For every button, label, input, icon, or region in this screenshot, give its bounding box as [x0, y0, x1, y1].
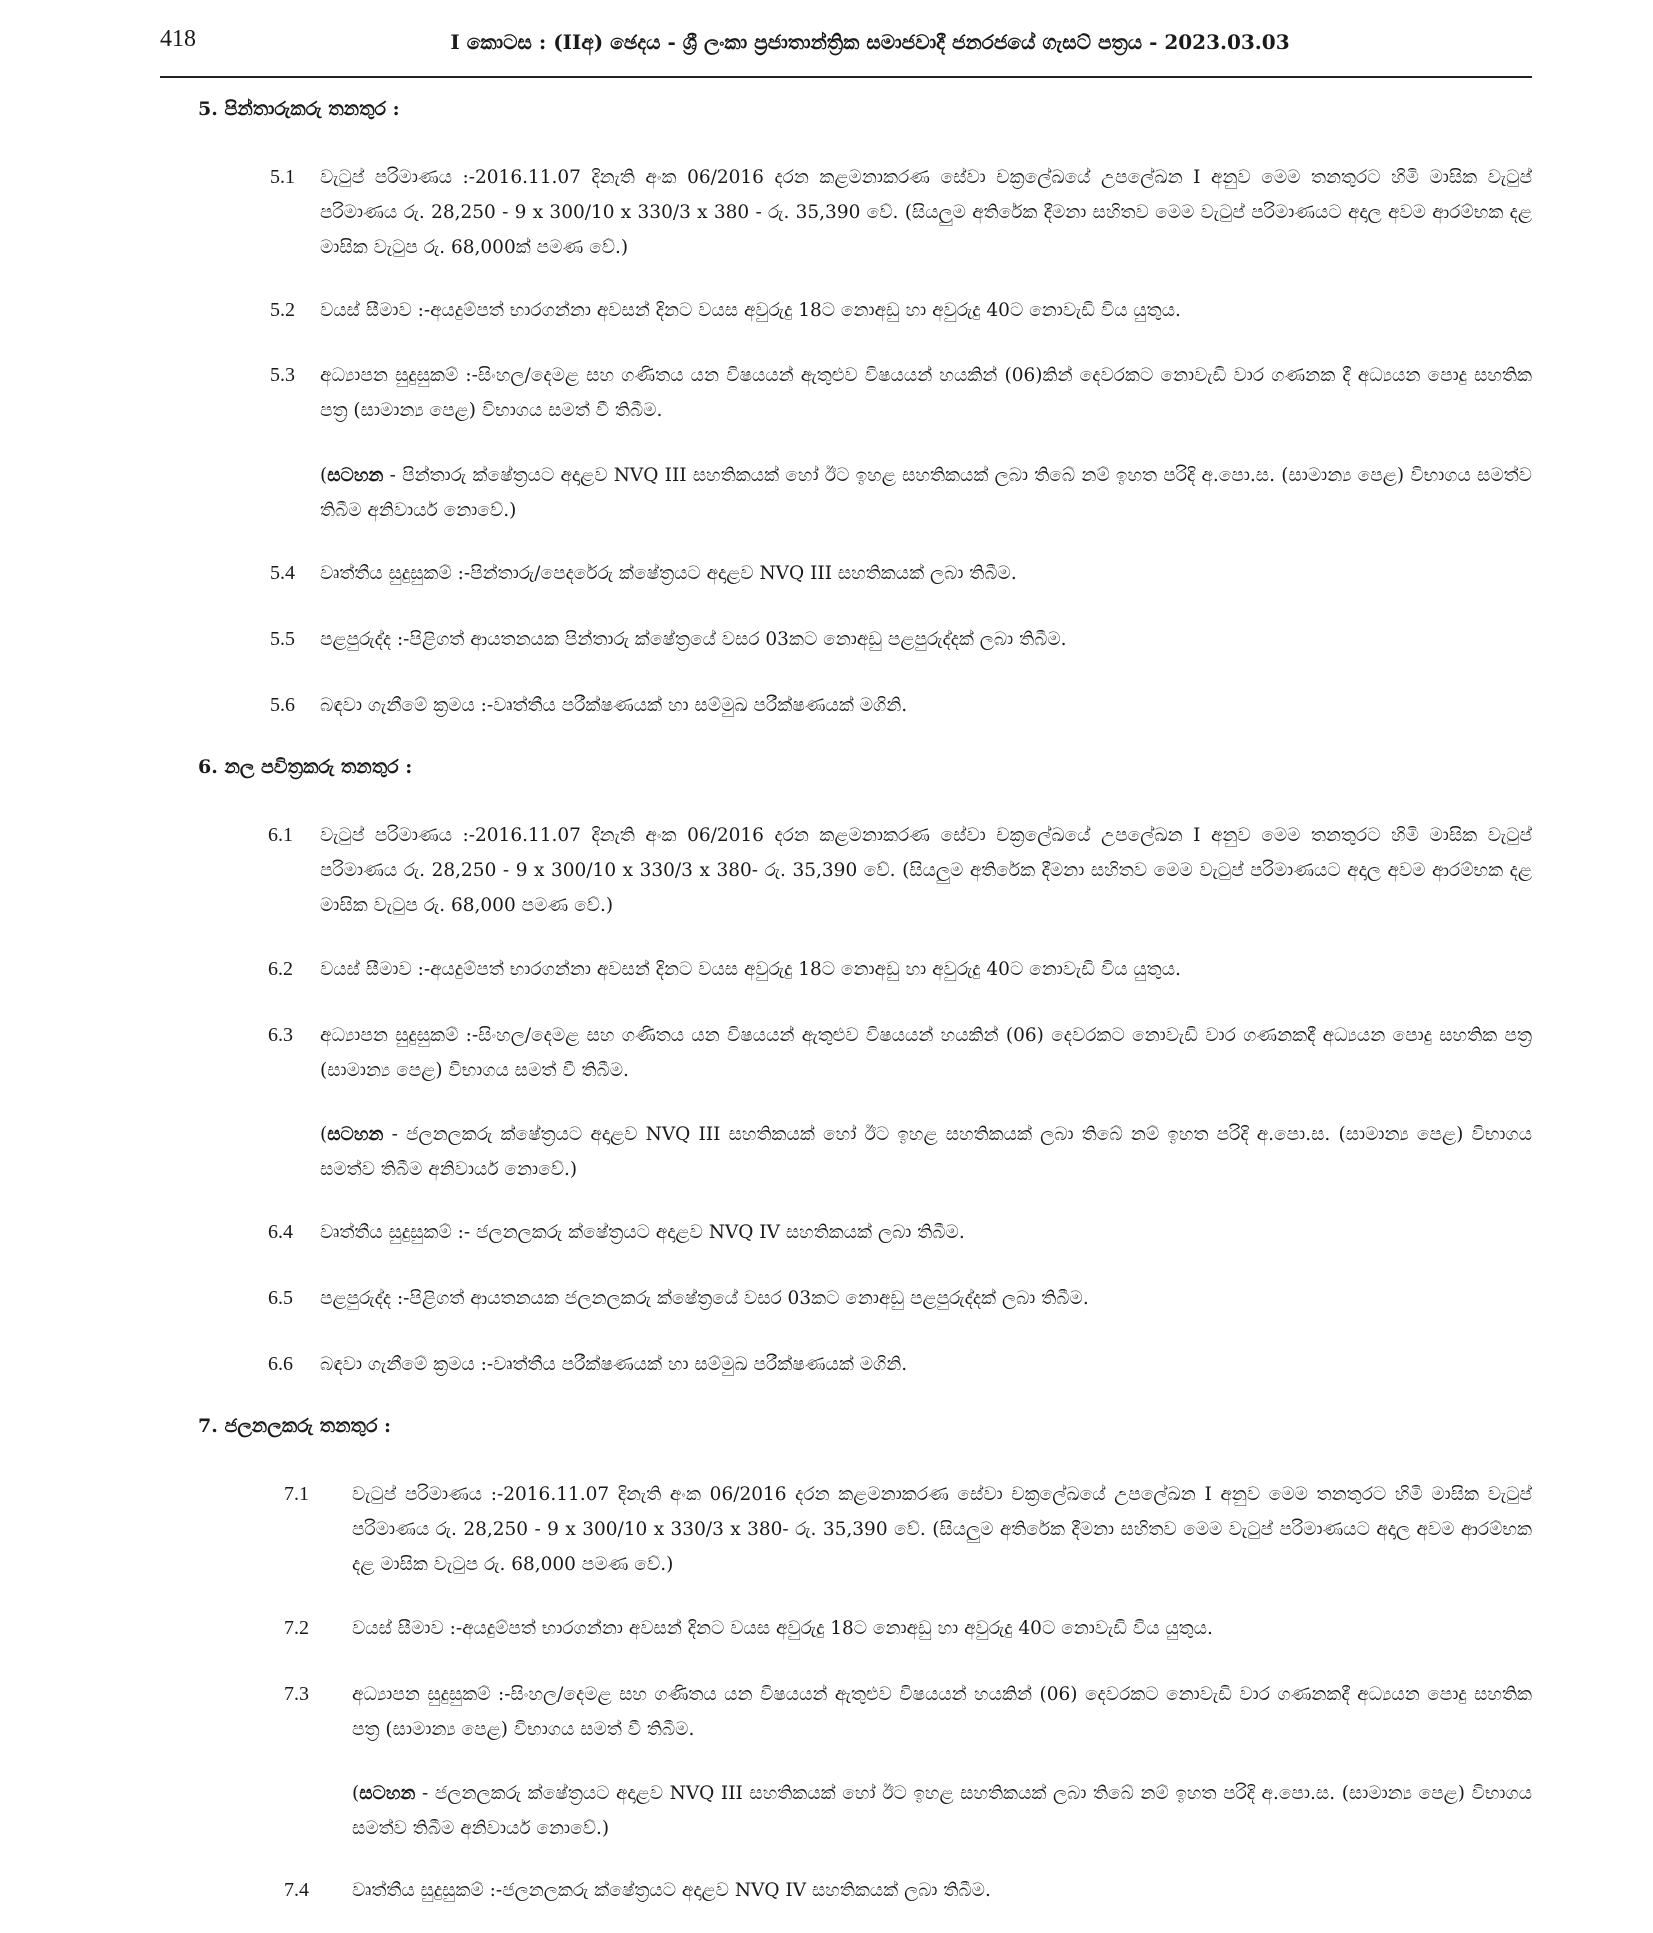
item-number: 7.1 [284, 1483, 309, 1505]
section-heading-6: 6. නල පවිත්‍රකරු තනතුර : [198, 756, 413, 778]
item-number: 6.1 [268, 824, 293, 846]
item-number: 7.2 [284, 1617, 309, 1639]
note-label: සටහන [327, 1124, 384, 1145]
item-text: බඳවා ගැනීමේ ක්‍රමය :-වෘත්තීය පරීක්ෂණයක් හා සම්මුඛ පරීක්ෂණයක් මගිනි. [320, 1354, 908, 1375]
item-text: පළපුරුද්ද :-පිළිගත් ආයතනයක ජලනලකරු ක්ෂේත්‍රයේ වසර 03කට නොඅඩු පළපුරුද්දක් ලබා තිබීම. [320, 1288, 1089, 1309]
item-text: වෘත්තීය සුදුසුකම් :-පින්තාරු/පෙදරේරු ක්ෂේත්‍රයට අදාළව NVQ III සහතිකයක් ලබා තිබීම. [320, 563, 1017, 584]
note-text: - පින්තාරු ක්ෂේත්‍රයට අදාළව NVQ III සහතිකයක් හෝ ඊට ඉහළ සහතිකයක් ලබා තිබේ නම් ඉහත පරිදි අ.පො.ස. (සාමාන්‍ය පෙළ) විභාගය සමත්ව තිබීම අනිවාර්ය නොවේ.) [320, 465, 1532, 521]
item-text: වැටුප් පරිමාණය :-2016.11.07 දිනැති අංක 06/2016 දරන කළමනාකරණ සේවා චක්‍රලේඛයේ උපලේඛන I අනුව මෙම තනතුරට හිමි මාසික වැටුප් පරිමාණය රු. 28,250 - 9 x 300/10 x 330/3 x 380- රු. 35,390 වේ. (සියලුම අතිරේක දීමනා සහිතව මෙම වැටුප් පරිමාණයට අදාල අවම ආරම්භක දළ මාසික වැටුප රු. 68,000 පමණ වේ.) [320, 825, 1532, 916]
item-text: බඳවා ගැනීමේ ක්‍රමය :-වෘත්තීය පරීක්ෂණයක් හා සම්මුඛ පරීක්ෂණයක් මගිනි. [320, 695, 908, 716]
item-number: 5.2 [270, 299, 295, 321]
note-text: - ජලනලකරු ක්ෂේත්‍රයට අදාළව NVQ III සහතිකයක් හෝ ඊට ඉහළ සහතිකයක් ලබා තිබේ නම් ඉහත පරිදි අ.පො.ස. (සාමාන්‍ය පෙළ) විභාගය සමත්ව තිබීම අනිවාර්ය නොවේ.) [352, 1783, 1532, 1839]
item-text: වයස් සීමාව :-අයදුම්පත් භාරගන්නා අවසන් දිනට වයස අවුරුදු 18ට නොඅඩු හා අවුරුදු 40ට නොවැඩි විය යුතුය. [352, 1618, 1213, 1639]
item-number: 5.4 [270, 562, 295, 584]
note-7-3: (සටහන - ජලනලකරු ක්ෂේත්‍රයට අදාළව NVQ III සහතිකයක් හෝ ඊට ඉහළ සහතිකයක් ලබා තිබේ නම් ඉහත පරිදි අ.පො.ස. (සාමාන්‍ය පෙළ) විභාගය සමත්ව තිබීම අනිවාර්ය නොවේ.) [352, 1783, 1532, 1839]
section-heading-7: 7. ජලනලකරු තනතුර : [198, 1415, 392, 1437]
item-number: 5.5 [270, 628, 295, 650]
item-number: 6.3 [268, 1024, 293, 1046]
item-number: 6.5 [268, 1287, 293, 1309]
item-number: 5.3 [270, 364, 295, 386]
item-number: 5.6 [270, 694, 295, 716]
item-text: අධ්‍යාපන සුදුසුකම් :-සිංහල/දෙමළ සහ ගණිතය යන විෂයයන් ඇතුළුව විෂයයන් හයකින් (06) දෙවරකට නොවැඩි වාර ගණනකදී අධ්‍යයන පොදු සහතික පත්‍ර (සාමාන්‍ය පෙළ) විභාගය සමත් වී තිබීම. [352, 1684, 1532, 1740]
item-text: වයස් සීමාව :-අයදුම්පත් භාරගන්නා අවසන් දිනට වයස අවුරුදු 18ට නොඅඩු හා අවුරුදු 40ට නොවැඩි විය යුතුය. [320, 959, 1181, 980]
note-6-3: (සටහන - ජලනලකරු ක්ෂේත්‍රයට අදාළව NVQ III සහතිකයක් හෝ ඊට ඉහළ සහතිකයක් ලබා තිබේ නම් ඉහත පරිදි අ.පො.ස. (සාමාන්‍ය පෙළ) විභාගය සමත්ව තිබීම අනිවාර්ය නොවේ.) [320, 1124, 1532, 1180]
section-heading-5: 5. පින්තාරුකරු තනතුර : [198, 98, 400, 120]
running-header-title: I කොටස : (IIඅ) ඡෙදය - ශ්‍රී ලංකා ප්‍රජාතාන්ත්‍රික සමාජවාදී ජනරජයේ ගැසට් පත්‍රය - 2023.03.03 [450, 30, 1290, 54]
note-text: - ජලනලකරු ක්ෂේත්‍රයට අදාළව NVQ III සහතිකයක් හෝ ඊට ඉහළ සහතිකයක් ලබා තිබේ නම් ඉහත පරිදි අ.පො.ස. (සාමාන්‍ය පෙළ) විභාගය සමත්ව තිබීම අනිවාර්ය නොවේ.) [320, 1124, 1532, 1180]
item-number: 6.4 [268, 1221, 293, 1243]
item-text: පළපුරුද්ද :-පිළිගත් ආයතනයක පින්තාරු ක්ෂේත්‍රයේ වසර 03කට නොඅඩු පළපුරුද්දක් ලබා තිබීම. [320, 629, 1067, 650]
item-text: වැටුප් පරිමාණය :-2016.11.07 දිනැති අංක 06/2016 දරන කළමනාකරණ සේවා චක්‍රලේඛයේ උපලේඛන I අනුව මෙම තනතුරට හිමි මාසික වැටුප් පරිමාණය රු. 28,250 - 9 x 300/10 x 330/3 x 380 - රු. 35,390 වේ. (සියලුම අතිරේක දීමනා සහිතව මෙම වැටුප් පරිමාණයට අදාල අවම ආරම්භක දළ මාසික වැටුප රු. 68,000ක් පමණ වේ.) [320, 167, 1532, 258]
item-text: වයස් සීමාව :-අයදුම්පත් භාරගන්නා අවසන් දිනට වයස අවුරුදු 18ට නොඅඩු හා අවුරුදු 40ට නොවැඩි විය යුතුය. [320, 300, 1181, 321]
item-number: 7.4 [284, 1879, 309, 1901]
item-number: 7.3 [284, 1683, 309, 1705]
item-text: වෘත්තීය සුදුසුකම් :- ජලනලකරු ක්ෂේත්‍රයට අදාළව NVQ IV සහතිකයක් ලබා තිබීම. [320, 1222, 965, 1243]
page-number: 418 [160, 26, 196, 52]
header-divider [160, 76, 1532, 78]
note-5-3: (සටහන - පින්තාරු ක්ෂේත්‍රයට අදාළව NVQ III සහතිකයක් හෝ ඊට ඉහළ සහතිකයක් ලබා තිබේ නම් ඉහත පරිදි අ.පො.ස. (සාමාන්‍ය පෙළ) විභාගය සමත්ව තිබීම අනිවාර්ය නොවේ.) [320, 465, 1532, 521]
item-text: අධ්‍යාපන සුදුසුකම් :-සිංහල/දෙමළ සහ ගණිතය යන විෂයයන් ඇතුළුව විෂයයන් හයකින් (06) දෙවරකට නොවැඩි වාර ගණනකදී අධ්‍යයන පොදු සහතික පත්‍ර (සාමාන්‍ය පෙළ) විභාගය සමත් වී තිබීම. [320, 1025, 1532, 1081]
item-number: 6.2 [268, 958, 293, 980]
note-label: සටහන [359, 1783, 416, 1804]
item-text: වැටුප් පරිමාණය :-2016.11.07 දිනැති අංක 06/2016 දරන කළමනාකරණ සේවා චක්‍රලේඛයේ උපලේඛන I අනුව මෙම තනතුරට හිමි මාසික වැටුප් පරිමාණය රු. 28,250 - 9 x 300/10 x 330/3 x 380- රු. 35,390 වේ. (සියලුම අතිරේක දීමනා සහිතව මෙම වැටුප් පරිමාණයට අදාල අවම ආරම්භක දළ මාසික වැටුප රු. 68,000 පමණ වේ.) [352, 1484, 1532, 1575]
item-number: 5.1 [270, 166, 295, 188]
item-text: අධ්‍යාපන සුදුසුකම් :-සිංහල/දෙමළ සහ ගණිතය යන විෂයයන් ඇතුළුව විෂයයන් හයකින් (06)කින් දෙවරකට නොවැඩි වාර ගණනක දී අධ්‍යයන පොදු සහතික පත්‍ර (සාමාන්‍ය පෙළ) විභාගය සමත් වී තිබීම. [320, 365, 1532, 421]
item-number: 6.6 [268, 1353, 293, 1375]
note-label: සටහන [327, 465, 384, 486]
item-text: වෘත්තීය සුදුසුකම් :-ජලනලකරු ක්ෂේත්‍රයට අදාළව NVQ IV සහතිකයක් ලබා තිබීම. [352, 1880, 991, 1901]
